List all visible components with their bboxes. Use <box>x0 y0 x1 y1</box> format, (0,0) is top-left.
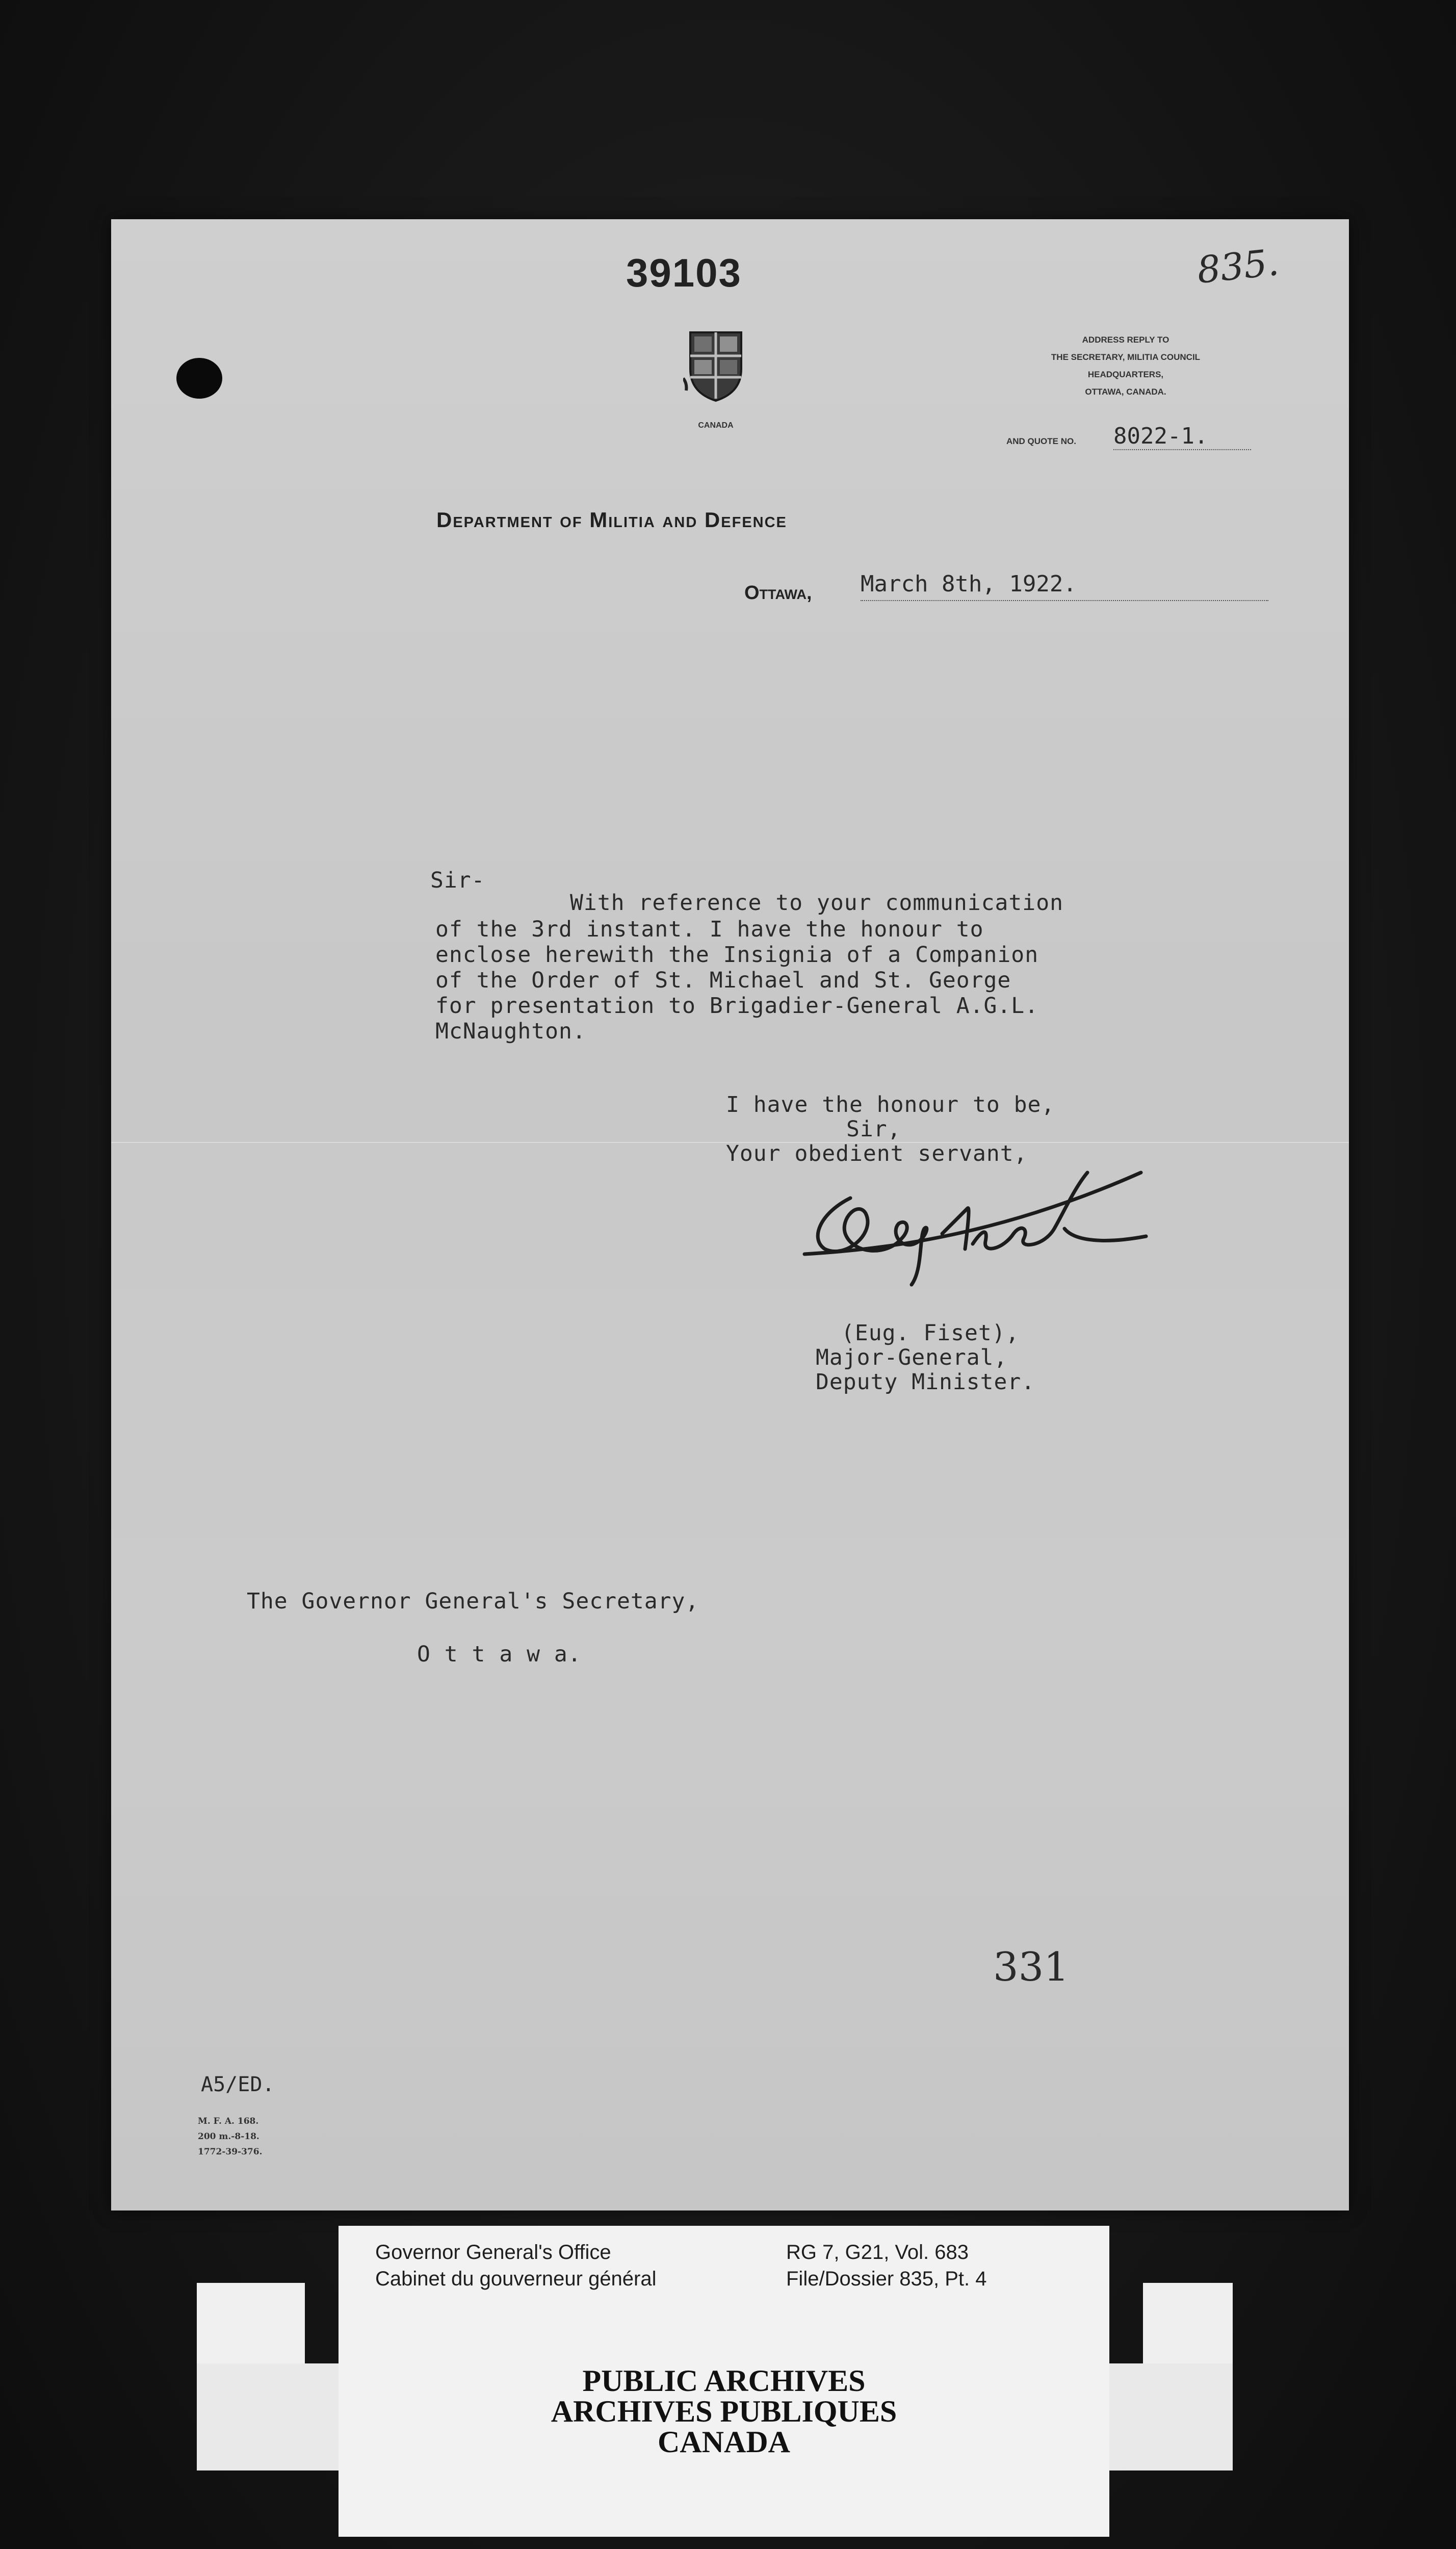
recipient-line: The Governor General's Secretary, <box>247 1589 699 1614</box>
form-reference-line: 1772-39-376. <box>198 2147 263 2157</box>
body-line: for presentation to Brigadier-General A.G.L. <box>435 993 1039 1019</box>
signer-line: Deputy Minister. <box>816 1369 1035 1395</box>
closing-line: I have the honour to be, <box>726 1092 1055 1117</box>
canada-crest-icon <box>683 327 748 403</box>
body-line: of the 3rd instant. I have the honour to <box>435 917 984 942</box>
archives-line: CANADA <box>658 2425 790 2459</box>
body-line: McNaughton. <box>435 1019 586 1044</box>
reply-address-line: THE SECRETARY, MILITIA COUNCIL <box>1051 352 1201 362</box>
reply-address <box>988 331 1263 401</box>
archive-reference: RG 7, G21, Vol. 683 <box>786 2241 969 2264</box>
form-code: A5/ED. <box>201 2073 275 2096</box>
body-line: With reference to your communication <box>570 890 1063 916</box>
letter-sheet <box>111 219 1349 2210</box>
archives-line: PUBLIC ARCHIVES <box>582 2364 866 2398</box>
department-heading: Department of Militia and Defence <box>436 508 787 532</box>
office-english: Governor General's Office <box>375 2241 611 2264</box>
closing-line: Sir, <box>846 1116 901 1142</box>
file-number: 39103 <box>626 250 742 295</box>
label-tab-left <box>197 2283 305 2364</box>
closing-line: Your obedient servant, <box>726 1141 1028 1166</box>
punch-hole <box>176 358 222 399</box>
label-tab-right <box>1143 2283 1233 2364</box>
quote-number: 8022-1. <box>1113 423 1251 450</box>
reply-address-line: OTTAWA, CANADA. <box>1085 387 1166 397</box>
letter-date: March 8th, 1922. <box>861 571 1268 601</box>
handwritten-signature <box>789 1152 1187 1295</box>
reply-address-line: HEADQUARTERS, <box>1087 370 1164 379</box>
archives-line: ARCHIVES PUBLIQUES <box>551 2395 897 2428</box>
public-archives-stamp <box>339 2365 1109 2457</box>
reply-address-line: ADDRESS REPLY TO <box>1082 335 1169 345</box>
recipient-line: O t t a w a. <box>417 1642 582 1667</box>
salutation: Sir- <box>430 868 485 893</box>
form-reference <box>198 2114 263 2160</box>
body-line: of the Order of St. Michael and St. George <box>435 968 1011 993</box>
form-reference-line: 200 m.-8-18. <box>198 2131 259 2142</box>
signer-line: Major-General, <box>816 1345 1008 1370</box>
archive-file: File/Dossier 835, Pt. 4 <box>786 2268 987 2290</box>
page-number: 331 <box>993 1944 1069 1990</box>
signer-line: (Eug. Fiset), <box>841 1320 1020 1346</box>
office-french: Cabinet du gouverneur général <box>375 2268 657 2290</box>
body-line: enclose herewith the Insignia of a Companion <box>435 942 1039 968</box>
place: Ottawa, <box>744 582 812 604</box>
quote-label: AND QUOTE NO. <box>1006 436 1076 446</box>
form-reference-line: M. F. A. 168. <box>198 2116 259 2126</box>
handwritten-number: 835. <box>1195 240 1281 292</box>
crest-label: CANADA <box>698 421 734 430</box>
